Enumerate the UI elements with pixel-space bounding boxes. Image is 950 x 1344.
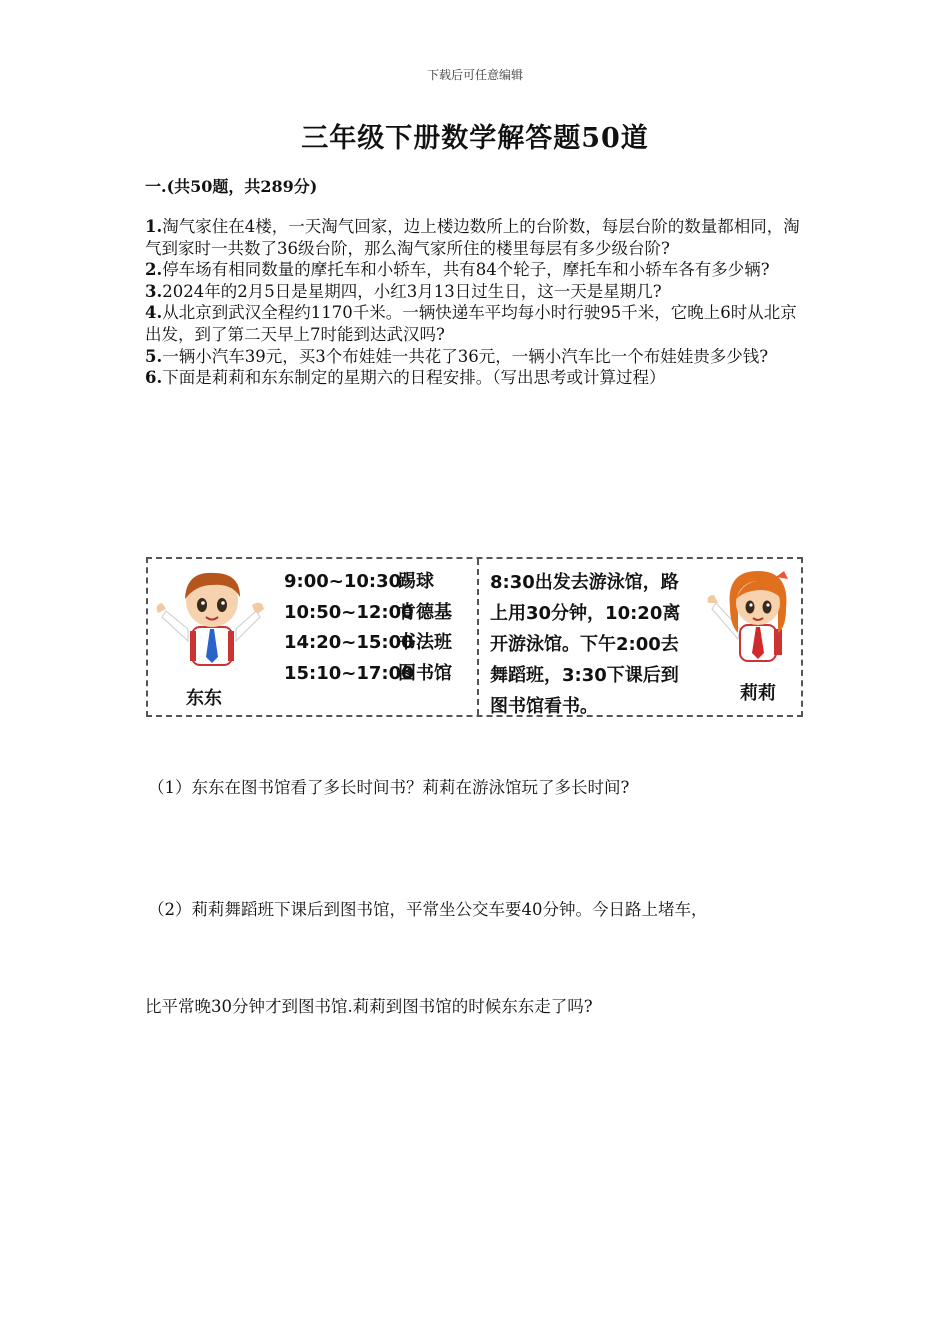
- sub-question-2-continued: 比平常晚30分钟才到图书馆.莉莉到图书馆的时候东东走了吗?: [145, 997, 593, 1016]
- girl-illustration: [704, 563, 804, 671]
- question-2: 2.停车场有相同数量的摩托车和小轿车，共有84个轮子，摩托车和小轿车各有多少辆?: [145, 260, 770, 280]
- schedule-row: 9:00~10:30踢球: [284, 571, 434, 592]
- question-list: [145, 216, 810, 389]
- schedule-row: 15:10~17:00图书馆: [284, 662, 452, 684]
- dongdong-schedule: [284, 567, 452, 689]
- question-4: 4.从北京到武汉全程约1170千米。一辆快递车平均每小时行驶95千米，它晚上6时从北京出发，到了第二天早上7时能到达武汉吗?: [145, 303, 797, 344]
- schedule-divider: [477, 559, 479, 715]
- section-heading: 一.(共50题，共289分): [145, 177, 318, 196]
- boy-illustration: [152, 565, 270, 673]
- question-3: 3.2024年的2月5日是星期四，小红3月13日过生日，这一天是星期几?: [145, 281, 662, 301]
- schedule-row: 14:20~15:00书法班: [284, 632, 452, 653]
- sub-question-2: （2）莉莉舞蹈班下课后到图书馆，平常坐公交车要40分钟。今日路上堵车，: [148, 900, 708, 919]
- dongdong-name: 东东: [186, 688, 222, 709]
- question-5: 5.一辆小汽车39元，买3个布娃娃一共花了36元，一辆小汽车比一个布娃娃贵多少钱?: [145, 346, 769, 366]
- header-note: 下载后可任意编辑: [426, 68, 523, 82]
- page-title: 三年级下册数学解答题50道: [301, 123, 649, 154]
- sub-question-1: （1）东东在图书馆看了多长时间书？莉莉在游泳馆玩了多长时间?: [148, 778, 630, 797]
- schedule-row: 10:50~12:00肯德基: [284, 601, 452, 623]
- schedule-box: [146, 557, 803, 717]
- lili-schedule: 8:30出发去游泳馆，路 上用30分钟，10:20离 开游泳馆。下午2:00去 舞蹈班，3:30下课后到 图书馆看书。: [490, 572, 681, 717]
- question-1: 1.淘气家住在4楼，一天淘气回家，边上楼边数所上的台阶数，每层台阶的数量都相同，淘气到家时一共数了36级台阶，那么淘气家所住的楼里每层有多少级台阶?: [145, 217, 800, 258]
- question-6: 6.下面是莉莉和东东制定的星期六的日程安排。（写出思考或计算过程）: [145, 368, 666, 388]
- lili-name: 莉莉: [740, 683, 776, 704]
